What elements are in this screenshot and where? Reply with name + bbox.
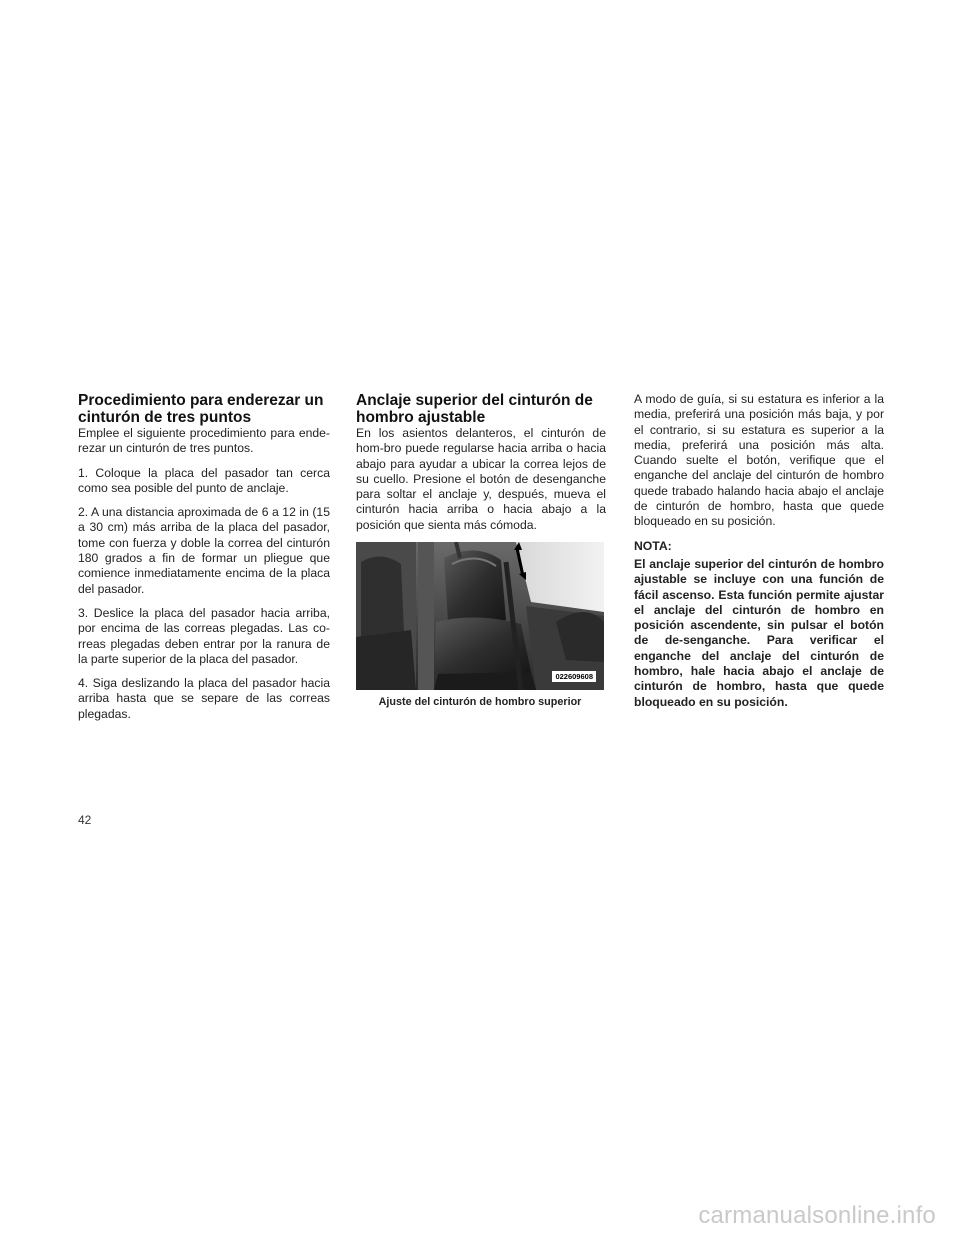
step-1-paragraph: 1. Coloque la placa del pasador tan cerca como sea posible del punto de anclaje. <box>78 465 330 495</box>
step-4-paragraph: 4. Siga deslizando la placa del pasador hacia arriba hasta que se separe de las correas plegadas. <box>78 676 330 721</box>
guide-paragraph: A modo de guía, si su estatura es inferior a la media, preferirá una posición más baja, y por el contrario, si su estatura es superior a la media, preferirá una posición más alta. Cuando suelte el botón, verifique que el enganche del anclaje del cinturón de hombro quede trabado halando hacia abajo el anclaje de cinturón de hombro, hasta que quede bloqueado en su posición. <box>634 392 884 529</box>
watermark: carmanualsonline.info <box>698 1202 936 1229</box>
seat-photo-image <box>356 542 604 690</box>
right-column <box>634 392 884 719</box>
figure-code: 022609608 <box>552 671 596 682</box>
step-3-paragraph: 3. Deslice la placa del pasador hacia arriba, por encima de las correas plegadas. Las co-rreas plegadas deben entrar por la ranura de la parte superior de la placa del pasador. <box>78 605 330 666</box>
seat-illustration <box>356 542 604 690</box>
section-heading-straighten-belt: Procedimiento para enderezar un cinturón de tres puntos <box>78 392 324 426</box>
figure-caption: Ajuste del cinturón de hombro superior <box>378 696 582 709</box>
note-text: El anclaje superior del cinturón de hombro ajustable se incluye con una función de fácil ascenso. Esta función permite ajustar el anclaje del cinturón de hombro en posición ascendente, sin pulsar el botón de de-senganche. Para verificar el enganche del anclaje del cinturón de hombro, hale hacia abajo el anclaje de cinturón de hombro, hasta que quede bloqueado en su posición. <box>634 556 884 709</box>
intro-paragraph: Emplee el siguiente procedimiento para ende-rezar un cinturón de tres puntos. <box>78 426 330 456</box>
left-column <box>78 392 330 731</box>
shoulder-anchor-paragraph: En los asientos delanteros, el cinturón de hom-bro puede regularse hacia arriba o hacia abajo para ayudar a ubicar la correa lejos de su cuello. Presione el botón de desenganche para soltar el anclaje y, después, mueva el cinturón hacia arriba o hacia abajo a la posición que sienta más cómoda. <box>356 426 606 532</box>
middle-column <box>356 392 606 708</box>
step-2-paragraph: 2. A una distancia aproximada de 6 a 12 in (15 a 30 cm) más arriba de la placa del pasador, tome con fuerza y doble la correa del cinturón 180 grados a fin de formar un pliegue que comience inmediatamente encima de la placa del pasador. <box>78 505 330 596</box>
section-heading-shoulder-anchor: Anclaje superior del cinturón de hombro ajustable <box>356 392 593 426</box>
note-label: NOTA: <box>634 538 672 553</box>
page-number: 42 <box>78 813 92 827</box>
